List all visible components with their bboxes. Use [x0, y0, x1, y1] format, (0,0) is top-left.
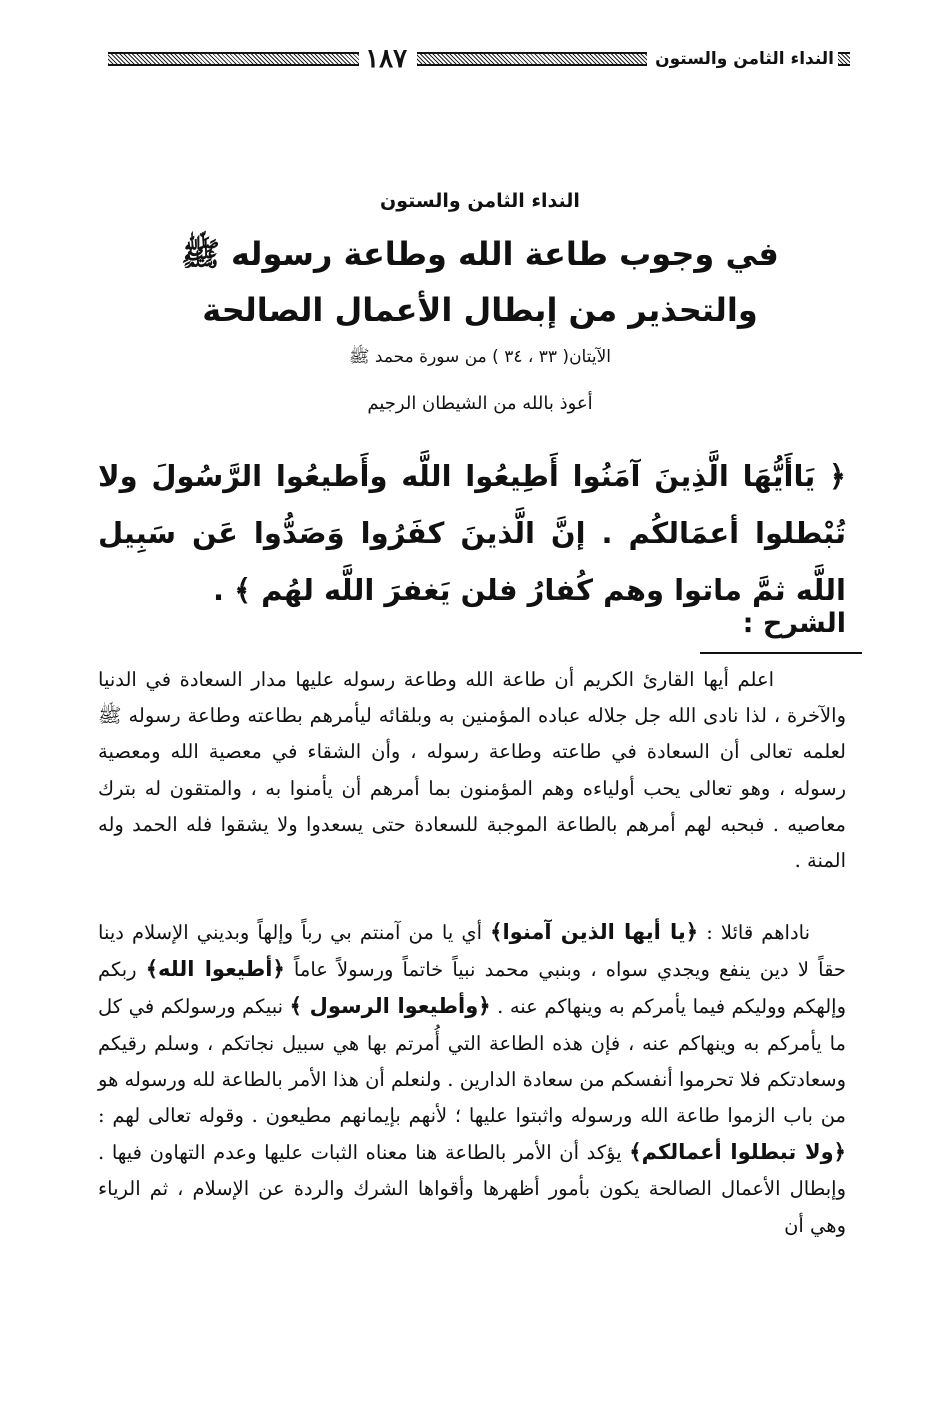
paragraph-2-text: ربكم وإلهكم ووليكم فيما يأمركم به وينهاكم عنه .	[98, 958, 847, 1019]
header-ornament-right	[838, 52, 850, 66]
quote-atiu-allah: ﴿أطيعوا الله﴾	[145, 957, 285, 982]
paragraph-2-text: يؤكد أن الأمر بالطاعة هنا معناه الثبات عليها وعدم التهاون فيها . وإبطال الأعمال الصالحة يكون بأمور أظهرها وأقواها الشرك والردة عن الإسلام ، ثم الرياء وهي أن	[98, 1141, 846, 1237]
quran-verse: ﴿ يَاأَيُّهَا الَّذِينَ آمَنُوا أَطِيعُوا اللَّه وأَطيعُوا الرَّسُولَ ولا تُبْطلوا أعمَالكُم . إنَّ الَّذينَ كفَرُوا وَصَدُّوا عَن سَبِيل اللَّه ثمَّ ماتوا وهم كُفارُ فلن يَغفرَ اللَّه لهُم ﴾ .	[98, 459, 846, 607]
chapter-title-block	[110, 190, 850, 414]
sharh-underline	[700, 652, 862, 654]
sharh-heading: الشرح :	[742, 608, 846, 639]
quote-ya-ayyuha: ﴿يا أيها الذين آمنوا﴾	[490, 920, 699, 944]
verses-reference: الآيتان( ٣٣ ، ٣٤ ) من سورة محمد ﷺ	[348, 347, 612, 367]
paragraph-2-text: نبيكم ورسولكم في كل ما يأمركم به وينهاكم عنه ، فإن هذه الطاعة التي أُمرتم بها هي سبيل نجاتكم ، وسلم رقيكم وسعادتكم فلا تحرموا أنفسكم من سعادة الدارين . ولنعلم أن هذا الأمر بالطاعة لله ورسوله هو من باب الزموا طاعة الله ورسوله واثبتوا عليها ؛ لأنهم بإيمانهم مطيعون . وقوله تعالى لهم :	[98, 995, 846, 1128]
header-ornament-left	[108, 52, 359, 66]
explanation-paragraph-2	[98, 914, 846, 1244]
paragraph-2-text: ناداهم قائلا :	[698, 921, 810, 944]
chapter-title-line-2: والتحذير من إبطال الأعمال الصالحة	[202, 291, 758, 329]
page-number: ١٨٧	[365, 44, 408, 74]
header-ornament-middle	[417, 52, 647, 66]
quote-atiu-arrasul: ﴿وأطيعوا الرسول ﴾	[289, 994, 491, 1019]
quote-la-tubtilu: ﴿ولا تبطلوا أعمالكم﴾	[629, 1140, 846, 1165]
isti3adha: أعوذ بالله من الشيطان الرجيم	[367, 393, 593, 414]
chapter-title-line-1: في وجوب طاعة الله وطاعة رسوله ﷺ	[181, 235, 779, 273]
paragraph-2-text: أي يا من آمنتم بي رباً وإلهاً وبديني الإسلام دينا حقاً لا دين ينفع ويجدي سواه ، وبنبي محمد نبياً خاتماً ورسولاً عاماً	[98, 921, 846, 982]
running-title: النداء الثامن والستون	[655, 49, 834, 69]
explanation-paragraph-1: اعلم أيها القارئ الكريم أن طاعة الله وطاعة رسوله عليها مدار السعادة في الدنيا والآخرة ، لذا نادى الله جل جلاله عباده المؤمنين به وبلقائه ليأمرهم بطاعته وطاعة رسوله ﷺ لعلمه تعالى أن السعادة في طاعته وطاعة رسوله ، وأن الشقاء في معصية الله ومعصية رسوله ، وهو تعالى يحب أولياءه وهم المؤمنون بما أمرهم أن يأمنوا به ، والمتقون له بترك معاصيه . فبحبه لهم أمرهم بالطاعة الموجبة للسعادة حتى يسعدوا ولا يشقوا فله الحمد وله المنة .	[98, 668, 846, 873]
running-header	[108, 44, 850, 74]
chapter-kicker: النداء الثامن والستون	[380, 190, 580, 212]
